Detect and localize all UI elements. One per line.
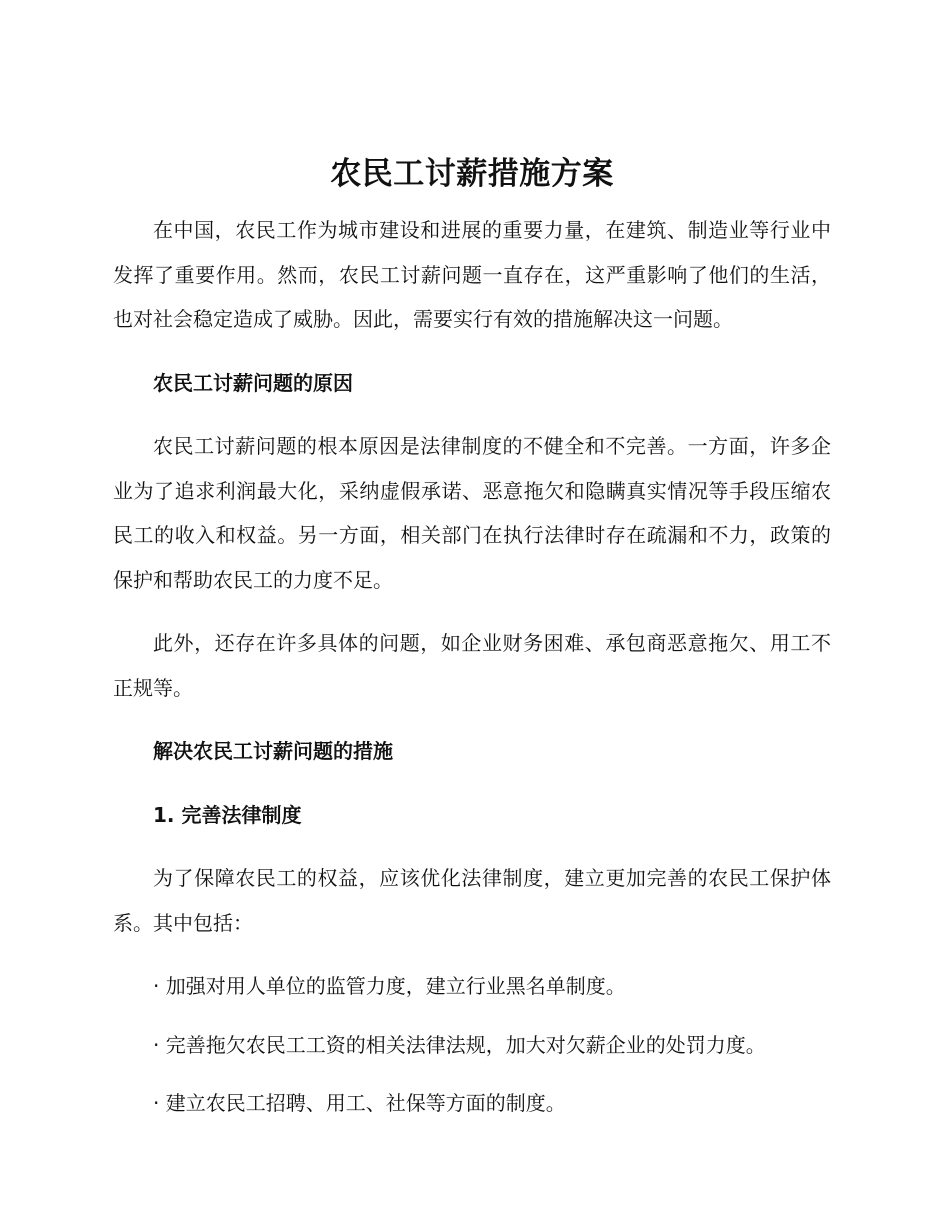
list-item: · 完善拖欠农民工工资的相关法律法规，加大对欠薪企业的处罚力度。 <box>153 1032 766 1057</box>
document-body <box>113 148 831 1140</box>
list-item: · 建立农民工招聘、用工、社保等方面的制度。 <box>153 1091 566 1115</box>
subsection-heading-legal-system: 1. 完善法律制度 <box>153 802 302 827</box>
section-heading-measures: 解决农民工讨薪问题的措施 <box>153 739 393 763</box>
causes-paragraph-2: 此外，还存在许多具体的问题，如企业财务困难、承包商恶意拖欠、用工不正规等。 <box>113 631 831 700</box>
intro-paragraph: 在中国，农民工作为城市建设和进展的重要力量，在建筑、制造业等行业中发挥了重要作用。然而，农民工讨薪问题一直存在，这严重影响了他们的生活，也对社会稳定造成了威胁。因此，需要实行有效的措施解决这一问题。 <box>113 218 831 331</box>
legal-system-paragraph: 为了保障农民工的权益，应该优化法律制度，建立更加完善的农民工保护体系。其中包括： <box>113 866 831 935</box>
document-title: 农民工讨薪措施方案 <box>330 156 614 192</box>
list-item: · 加强对用人单位的监管力度，建立行业黑名单制度。 <box>153 974 626 998</box>
section-heading-causes: 农民工讨薪问题的原因 <box>153 370 353 395</box>
causes-paragraph-1: 农民工讨薪问题的根本原因是法律制度的不健全和不完善。一方面，许多企业为了追求利润最大化，采纳虚假承诺、恶意拖欠和隐瞒真实情况等手段压缩农民工的收入和权益。另一方面，相关部门在执行法律时存在疏漏和不力，政策的保护和帮助农民工的力度不足。 <box>113 434 831 592</box>
